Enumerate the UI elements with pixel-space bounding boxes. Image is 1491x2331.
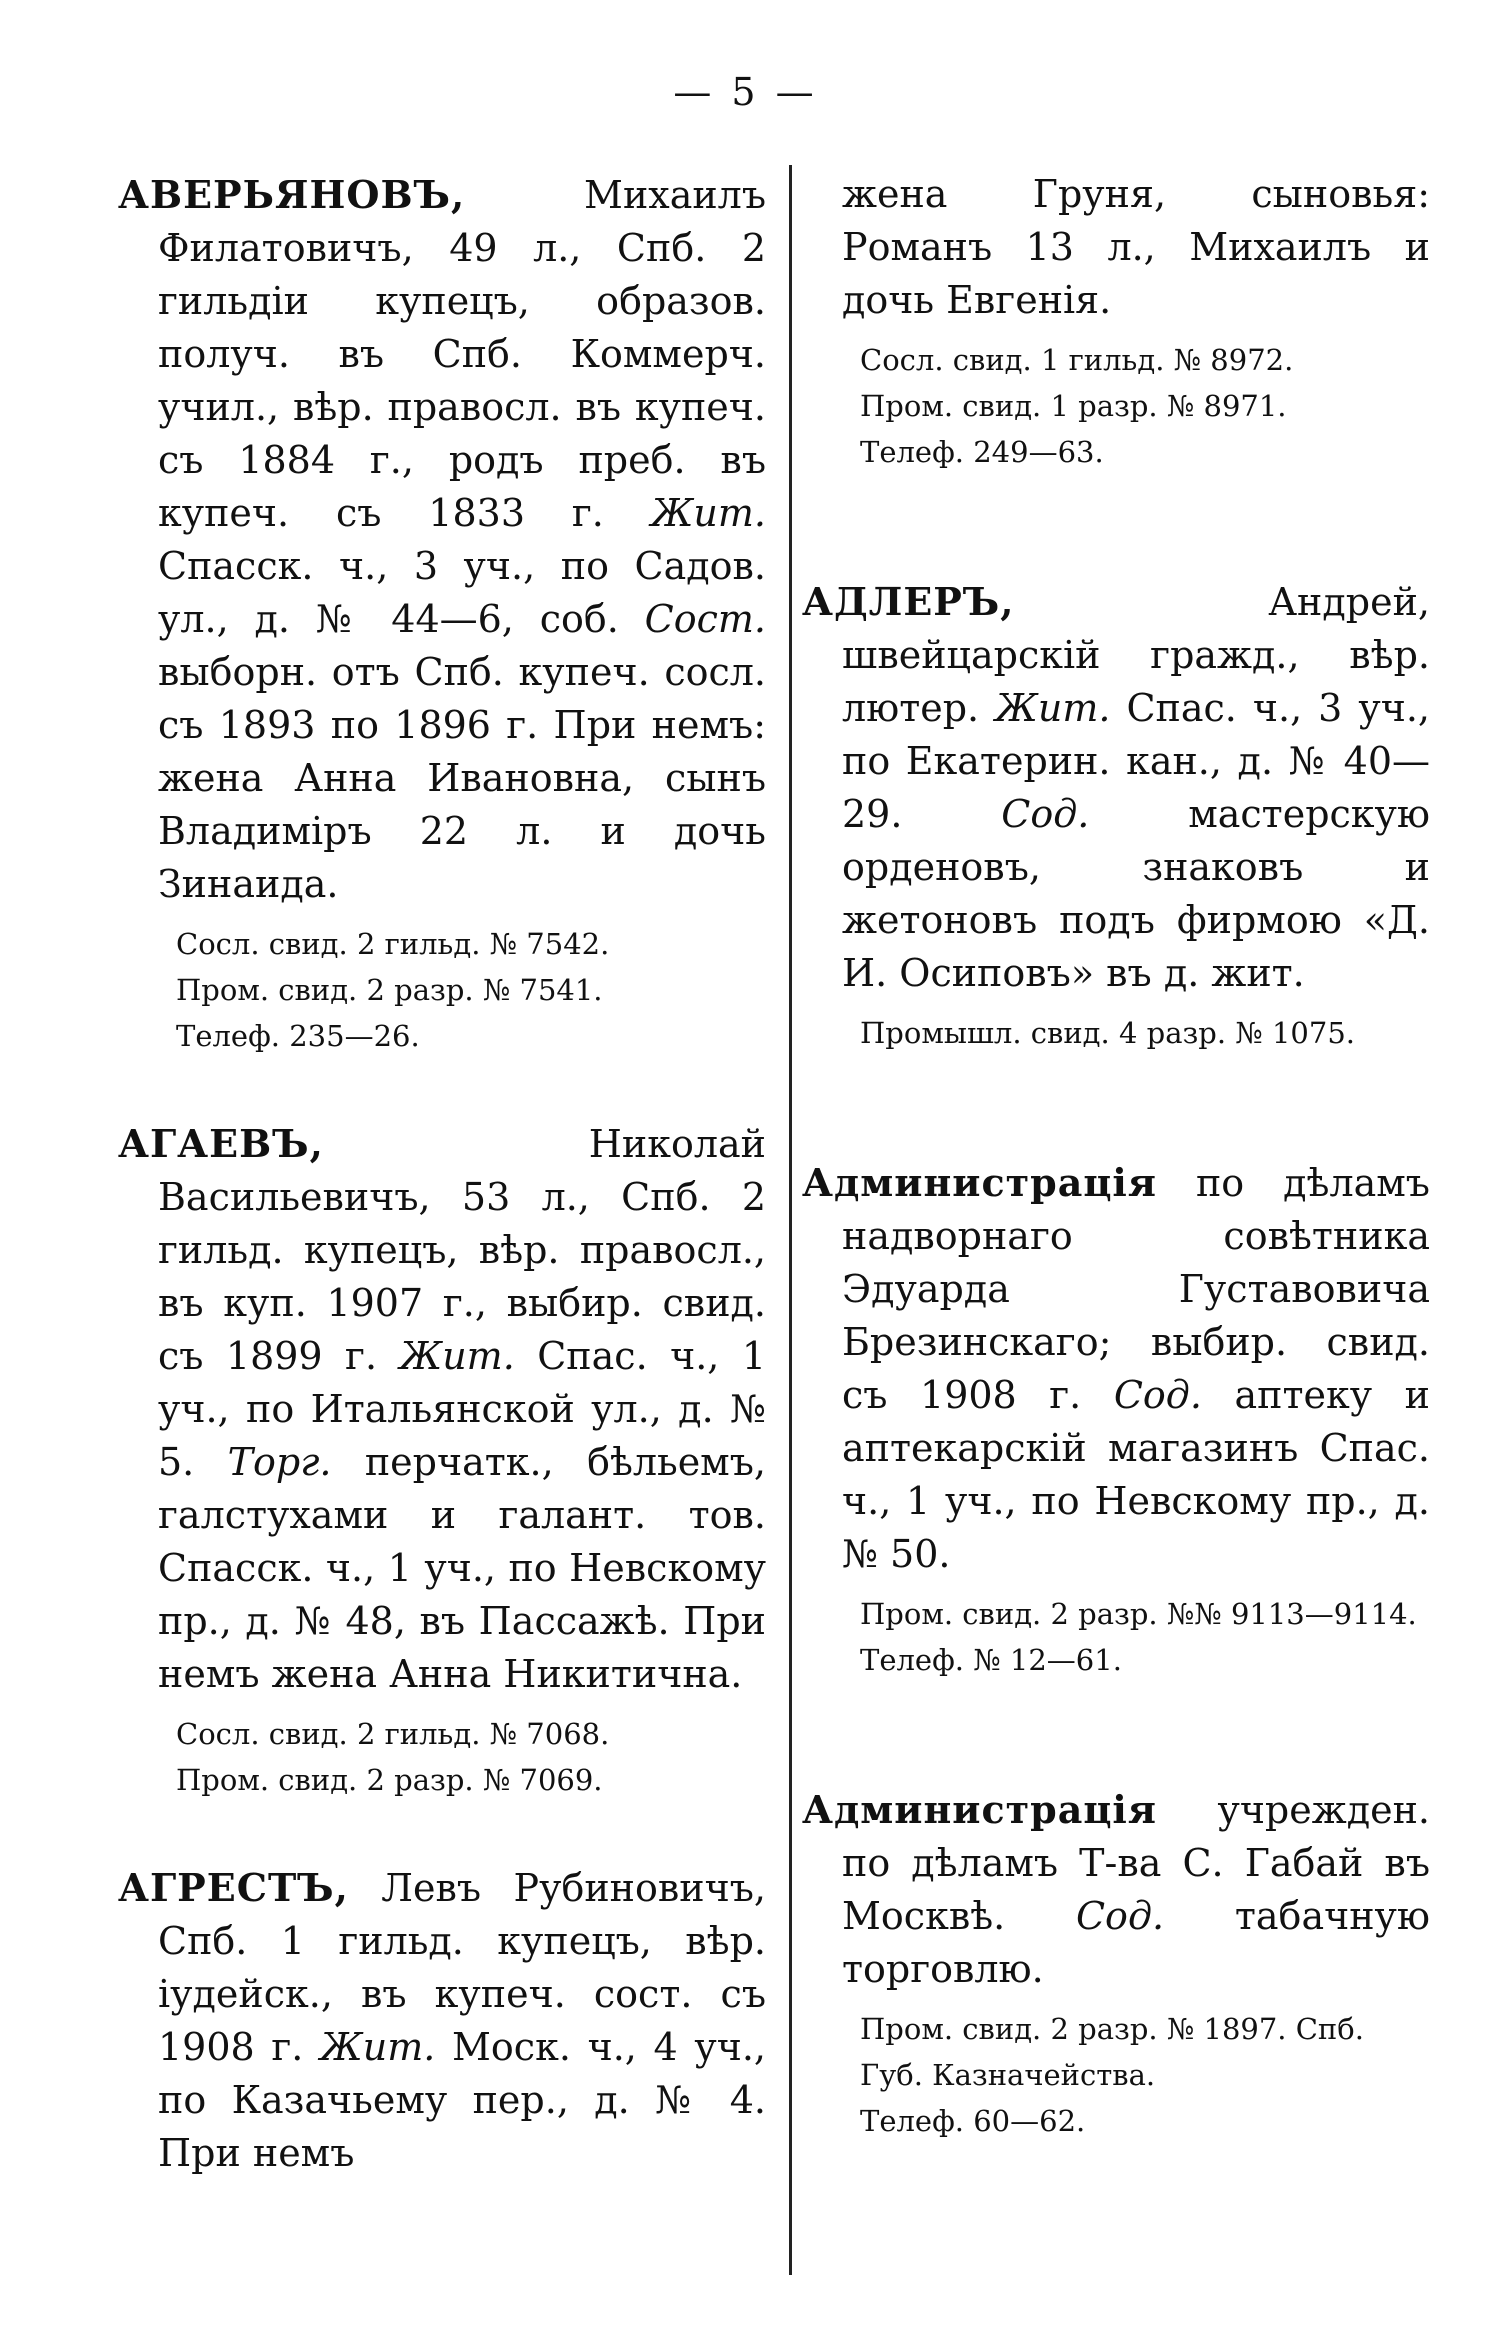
entry-detail: Сосл. свид. 1 гильд. № 8972. — [860, 343, 1294, 377]
entry-italic: Сост. — [644, 597, 766, 641]
entry-detail: Телеф. 60—62. — [860, 2104, 1086, 2138]
entry-head: Администрація — [802, 1787, 1157, 1832]
entry-body: аптеку и аптекарскій магазинъ Спас. ч., 1 уч., по Невскому пр., д. № 50. — [842, 1373, 1430, 1576]
right-column — [802, 168, 1430, 2144]
entry-body: Спас. ч., 3 уч., по Екатерин. кан., д. № 40—29. — [842, 686, 1430, 836]
entry-text — [802, 1156, 1430, 1581]
entry-adler — [802, 575, 1430, 1056]
entry-head: АГРЕСТЪ, — [118, 1865, 349, 1910]
entry-detail: Телеф. № 12—61. — [860, 1643, 1122, 1677]
entry-detail: Пром. свид. 1 разр. № 8971. — [860, 389, 1287, 423]
entry-italic: Сод. — [1075, 1894, 1165, 1938]
entry-detail: Пром. свид. 2 разр. № 7069. — [176, 1763, 603, 1797]
entry-italic: Жит. — [320, 2025, 436, 2069]
entry-agaev — [118, 1117, 766, 1803]
entry-detail: Телеф. 235—26. — [176, 1019, 420, 1053]
entry-administration-gabai — [802, 1783, 1430, 2144]
entry-text — [118, 168, 766, 911]
entry-body: Николай Васильевичъ, 53 л., Спб. 2 гильд. купецъ, вѣр. правосл., въ куп. 1907 г., выбир. свид. съ 1899 г. — [158, 1122, 766, 1378]
entry-detail: Промышл. свид. 4 разр. № 1075. — [860, 1016, 1355, 1050]
entry-body: выборн. отъ Спб. купеч. сосл. съ 1893 по 1896 г. При немъ: жена Анна Ивановна, сынъ Владиміръ 22 л. и дочь Зинаида. — [158, 650, 766, 906]
entry-italic: Сод. — [1113, 1373, 1202, 1417]
entry-italic: Жит. — [995, 686, 1111, 730]
entry-italic: Жит. — [650, 491, 766, 535]
entry-body: по дѣламъ надворнаго совѣтника Эдуарда Густавовича Брезинскаго; выбир. свид. съ 1908 г. — [842, 1161, 1430, 1417]
entry-agrest — [118, 1861, 766, 2180]
page-number: — 5 — — [673, 70, 818, 114]
entry-detail: Пром. свид. 2 разр. № 1897. Спб. Губ. Казначейства. — [860, 2012, 1364, 2092]
entry-text — [802, 575, 1430, 1000]
entry-italic: Торг. — [227, 1440, 332, 1484]
entry-continuation — [802, 168, 1430, 475]
entry-body: табачную торговлю. — [842, 1894, 1430, 1991]
entry-text — [118, 1117, 766, 1701]
entry-body: Андрей, швейцарскій гражд., вѣр. лютер. — [842, 580, 1430, 730]
entry-body: Спас. ч., 1 уч., по Итальянской ул., д. № 5. — [158, 1334, 766, 1484]
entry-head: АВЕРЬЯНОВЪ, — [118, 172, 466, 217]
entry-body: Спасск. ч., 3 уч., по Садов. ул., д. № 44—6, соб. — [158, 544, 766, 641]
column-divider — [789, 165, 792, 2275]
entry-body: Моск. ч., 4 уч., по Казачьему пер., д. № 4. При немъ — [158, 2025, 767, 2175]
entry-head: АГАЕВЪ, — [118, 1121, 324, 1166]
entry-text: жена Груня, сыновья: Романъ 13 л., Михаилъ и дочь Евгенія. — [842, 172, 1430, 322]
entry-text — [118, 1861, 766, 2180]
entry-head: АДЛЕРЪ, — [802, 579, 1015, 624]
entry-detail: Сосл. свид. 2 гильд. № 7068. — [176, 1717, 610, 1751]
entry-body: Левъ Рубиновичъ, Спб. 1 гильд. купецъ, вѣр. іудейск., въ купеч. сост. съ 1908 г. — [158, 1866, 766, 2069]
entry-detail: Пром. свид. 2 разр. № 7541. — [176, 973, 603, 1007]
entry-averyanov — [118, 168, 766, 1059]
entry-body: перчатк., бѣльемъ, галстухами и галант. тов. Спасск. ч., 1 уч., по Невскому пр., д. № 48, въ Пассажѣ. При немъ жена Анна Никитична. — [158, 1440, 766, 1696]
entry-body: Михаилъ Филатовичъ, 49 л., Спб. 2 гильдіи купецъ, образов. получ. въ Спб. Коммерч. учил., вѣр. правосл. въ купеч. съ 1884 г., родъ преб. въ купеч. съ 1833 г. — [158, 173, 766, 535]
entry-italic: Жит. — [399, 1334, 515, 1378]
entry-italic: Сод. — [1001, 792, 1090, 836]
entry-detail: Пром. свид. 2 разр. №№ 9113—9114. — [860, 1597, 1417, 1631]
entry-administration-breziński — [802, 1156, 1430, 1683]
entry-body: учрежден. по дѣламъ Т-ва С. Габай въ Москвѣ. — [842, 1788, 1430, 1938]
entry-detail: Телеф. 249—63. — [860, 435, 1104, 469]
left-column — [118, 168, 766, 2180]
entry-text — [802, 1783, 1430, 1996]
entry-head: Администрація — [802, 1160, 1157, 1205]
entry-detail: Сосл. свид. 2 гильд. № 7542. — [176, 927, 610, 961]
entry-body: мастерскую орденовъ, знаковъ и жетоновъ подъ фирмою «Д. И. Осиповъ» въ д. жит. — [842, 792, 1430, 995]
